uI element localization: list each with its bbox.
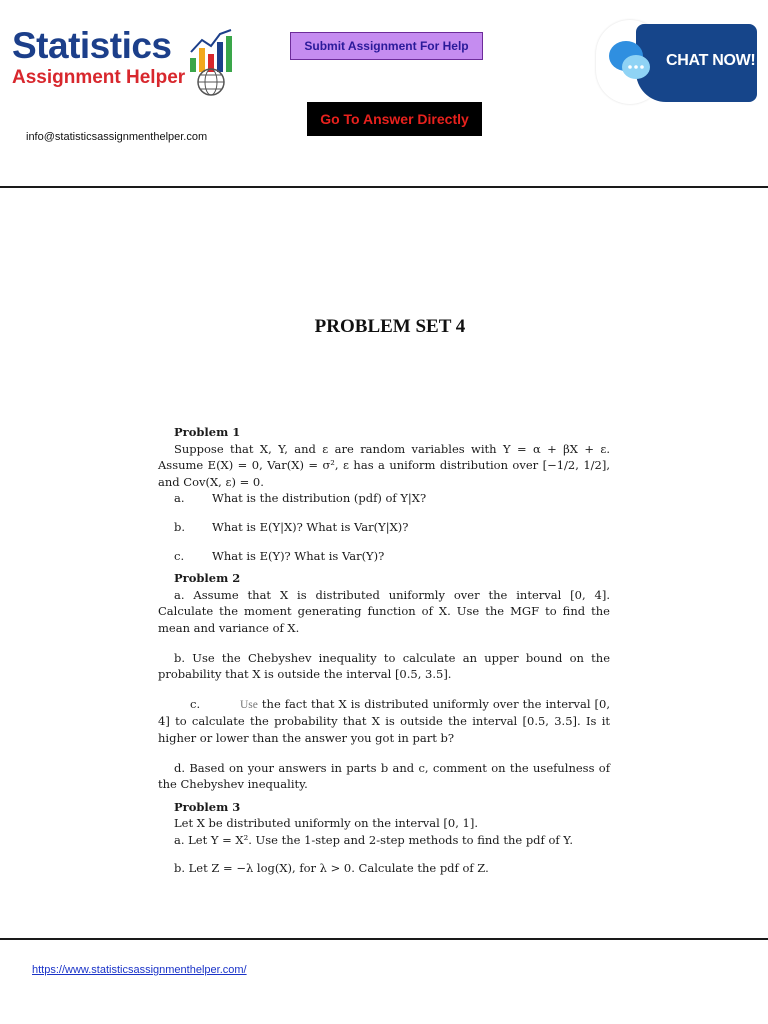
problem-3-intro: Let X be distributed uniformly on the interval [0, 1].: [174, 816, 478, 831]
problem-1-intro: Suppose that X, Y, and ε are random variables with Y = α + βX + ε. Assume E(X) = 0, Var(X) = σ², ε has a uniform distribution over [−1/2, 1/2], and Cov(X, ε) = 0.: [158, 441, 610, 489]
problem-2a: a. Assume that X is distributed uniformly over the interval [0, 4]. Calculate the moment generating function of X. Use the MGF to find the mean and variance of X.: [158, 587, 610, 635]
website-link[interactable]: https://www.statisticsassignmenthelper.com/: [32, 964, 247, 976]
logo-title: Statistics: [12, 25, 172, 66]
problem-2c-text: the fact that X is distributed uniformly over the interval [0, 4] to calculate the probability that X is outside the interval [0.5, 3.5]. Is it higher or lower than the answer you got in part b?: [158, 696, 611, 745]
contact-email: info@statisticsassignmenthelper.com: [26, 131, 208, 143]
problem-2c-label: c.: [190, 696, 201, 711]
header-divider: [0, 186, 768, 188]
problem-1c-text: What is E(Y)? What is Var(Y)?: [212, 548, 385, 563]
problem-1a-text: What is the distribution (pdf) of Y|X?: [212, 491, 427, 506]
problem-1-heading: Problem 1: [174, 425, 241, 439]
problem-3b: b. Let Z = −λ log(X), for λ > 0. Calculate the pdf of Z.: [174, 861, 489, 876]
problem-1c-label: c.: [174, 548, 185, 563]
logo-subtitle: Assignment Helper: [12, 67, 186, 88]
problem-1c: [158, 548, 610, 565]
page-title: PROBLEM SET 4: [314, 316, 466, 337]
problem-3a: a. Let Y = X². Use the 1-step and 2-step methods to find the pdf of Y.: [174, 832, 574, 847]
problem-set-content: [158, 424, 610, 877]
problem-2b: b. Use the Chebyshev inequality to calculate an upper bound on the probability that X is outside the interval [0.5, 3.5].: [158, 650, 610, 682]
go-to-answer-button[interactable]: Go To Answer Directly: [307, 102, 482, 136]
chat-now-button[interactable]: [596, 18, 758, 106]
problem-2c: [158, 696, 610, 747]
problem-3-heading: Problem 3: [174, 799, 241, 814]
bar-chart-globe-icon: [187, 28, 235, 96]
problem-1a: [158, 490, 610, 507]
chat-now-label: CHAT NOW!: [666, 52, 756, 69]
submit-assignment-button[interactable]: Submit Assignment For Help: [290, 32, 483, 60]
problem-1b: [158, 519, 610, 536]
problem-2-heading: Problem 2: [174, 571, 241, 586]
footer-divider: [0, 938, 768, 940]
problem-1a-label: a.: [174, 491, 185, 506]
problem-2d: d. Based on your answers in parts b and c, comment on the usefulness of the Chebyshev inequality.: [158, 760, 610, 792]
problem-1b-text: What is E(Y|X)? What is Var(Y|X)?: [212, 519, 409, 534]
logo: [12, 26, 227, 98]
problem-1b-label: b.: [174, 519, 186, 534]
chat-bubble-icon: [604, 36, 656, 88]
problem-2c-use: Use: [240, 698, 258, 711]
